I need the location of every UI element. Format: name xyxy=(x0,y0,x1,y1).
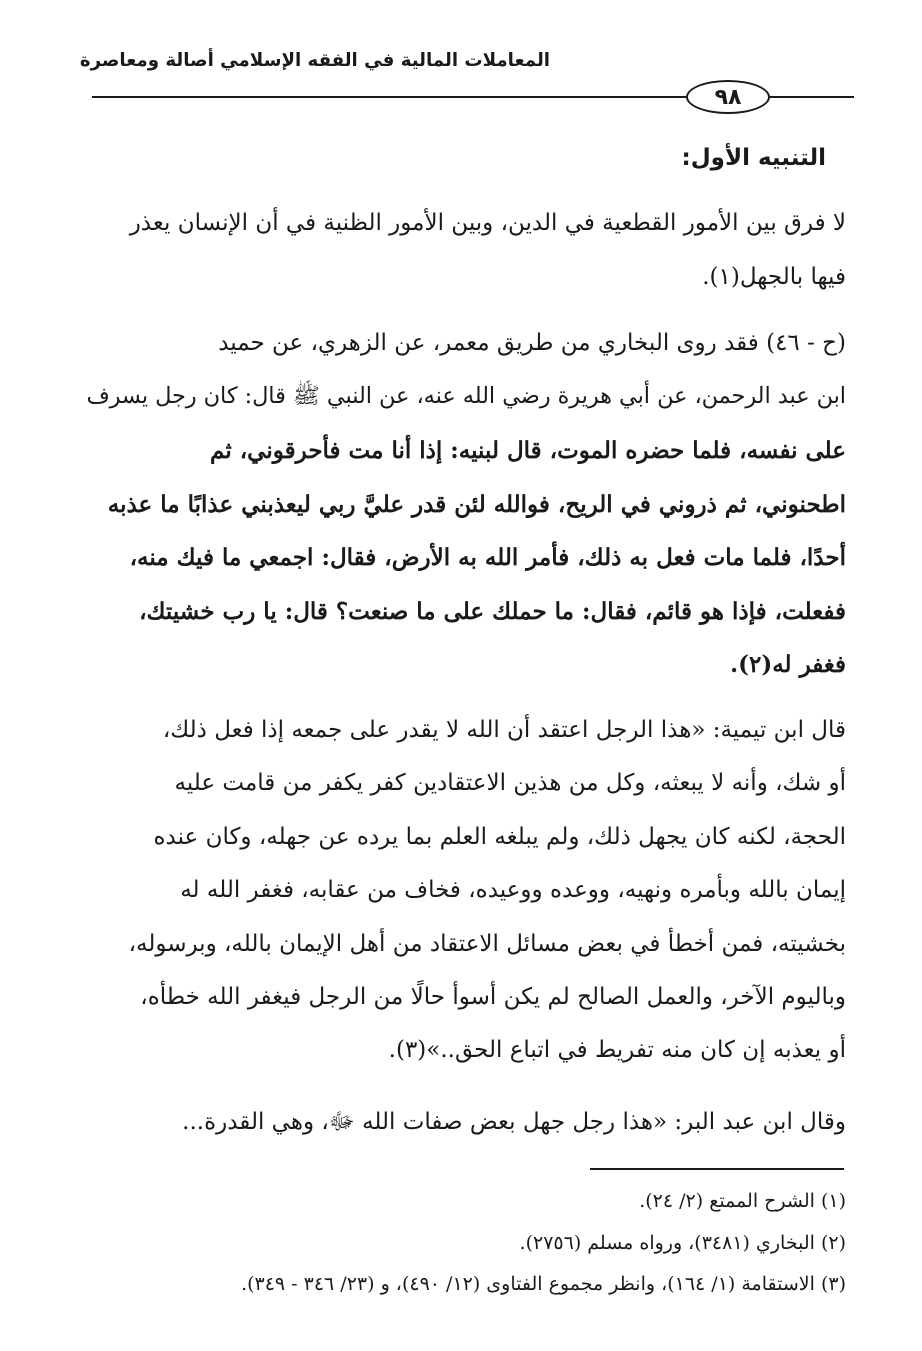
quote-line-3: الحجة، لكنه كان يجهل ذلك، ولم يبلغه العلم بما يرده عن جهله، وكان عنده xyxy=(153,824,846,850)
footnote-2: (٢) البخاري (٣٤٨١)، ورواه مسلم (٢٧٥٦). xyxy=(519,1232,846,1254)
hadith-line-2: ابن عبد الرحمن، عن أبي هريرة رضي الله عنه، عن النبي ﷺ قال: كان رجل يسرف xyxy=(86,383,846,409)
closing-line: وقال ابن عبد البر: «هذا رجل جهل بعض صفات الله ﷻ، وهي القدرة... xyxy=(182,1109,846,1135)
quote-line-1: قال ابن تيمية: «هذا الرجل اعتقد أن الله لا يقدر على جمعه إذا فعل ذلك، xyxy=(162,717,846,743)
hadith-line-3: على نفسه، فلما حضره الموت، قال لبنيه: إذا أنا مت فأحرقوني، ثم xyxy=(210,437,846,464)
footnote-separator xyxy=(590,1168,844,1170)
hadith-line-1: (ح - ٤٦) فقد روى البخاري من طريق معمر، عن الزهري، عن حميد xyxy=(218,330,846,356)
quote-line-4: إيمان بالله وبأمره ونهيه، ووعده ووعيده، فخاف من عقابه، فغفر الله له xyxy=(180,877,846,903)
footnote-1: (١) الشرح الممتع (٢/ ٢٤). xyxy=(639,1190,846,1212)
page-number: ٩٨ xyxy=(714,84,742,110)
footnote-3: (٣) الاستقامة (١/ ١٦٤)، وانظر مجموع الفتاوى (١٢/ ٤٩٠)، و (٢٣/ ٣٤٦ - ٣٤٩). xyxy=(241,1273,846,1295)
hadith-line-7: فغفر له(٢). xyxy=(730,651,846,678)
hadith-line-4: اطحنوني، ثم ذروني في الريح، فوالله لئن قدر عليَّ ربي ليعذبني عذابًا ما عذبه xyxy=(107,491,846,518)
hadith-line-5: أحدًا، فلما مات فعل به ذلك، فأمر الله به الأرض، فقال: اجمعي ما فيك منه، xyxy=(129,544,846,571)
running-header-title: المعاملات المالية في الفقه الإسلامي أصالة ومعاصرة xyxy=(79,50,550,71)
quote-line-6: وباليوم الآخر، والعمل الصالح لم يكن أسوأ حالًا من الرجل فيغفر الله خطأه، xyxy=(140,984,846,1010)
section-heading: التنبيه الأول: xyxy=(681,145,826,171)
hadith-line-6: ففعلت، فإذا هو قائم، فقال: ما حملك على ما صنعت؟ قال: يا رب خشيتك، xyxy=(139,598,846,625)
quote-line-5: بخشيته، فمن أخطأ في بعض مسائل الاعتقاد من أهل الإيمان بالله، وبرسوله، xyxy=(128,931,846,957)
page-number-badge xyxy=(686,80,770,114)
quote-line-7: أو يعذبه إن كان منه تفريط في اتباع الحق..»(٣). xyxy=(388,1037,846,1063)
body-line-1: لا فرق بين الأمور القطعية في الدين، وبين الأمور الظنية في أن الإنسان يعذر xyxy=(129,210,846,236)
quote-line-2: أو شك، وأنه لا يبعثه، وكل من هذين الاعتقادين كفر يكفر من قامت عليه xyxy=(174,770,846,796)
body-line-2: فيها بالجهل(١). xyxy=(702,264,846,290)
